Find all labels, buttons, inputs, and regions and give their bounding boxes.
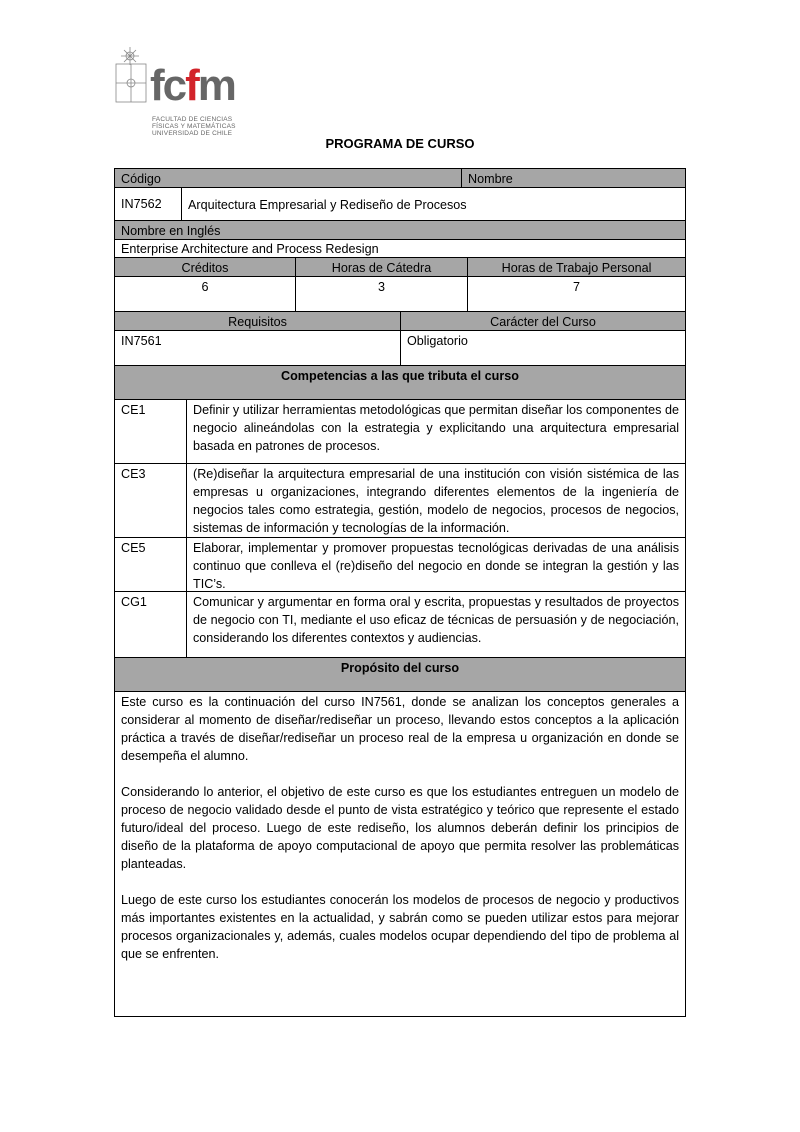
competencia-code: CE5 — [114, 537, 187, 592]
logo-line: FACULTAD DE CIENCIAS — [152, 116, 233, 123]
requisitos-label: Requisitos — [114, 311, 401, 331]
competencia-text: Comunicar y argumentar en forma oral y escrita, propuestas y resultados de proyectos de negocio con TI, mediante el uso eficaz de técnicas de persuasión y de negociación, considerando los diferentes contextos y audiencias. — [186, 591, 686, 658]
university-seal-icon — [112, 46, 152, 106]
proposito-paragraph: Este curso es la continuación del curso IN7561, donde se analizan los conceptos generales a considerar al momento de diseñar/rediseñar un proceso, llevando estos conceptos a la aplicación práctica a través de diseñar/rediseñar un proceso real de la empresa u organización en donde se desempeña el alumno. — [121, 695, 679, 763]
proposito-header: Propósito del curso — [114, 657, 686, 692]
creditos-value: 6 — [114, 276, 296, 312]
nombre-ingles-value: Enterprise Architecture and Process Redesign — [114, 239, 686, 258]
competencia-code: CG1 — [114, 591, 187, 658]
nombre-label: Nombre — [461, 168, 686, 188]
codigo-label: Código — [114, 168, 462, 188]
logo-line: FÍSICAS Y MATEMÁTICAS — [152, 123, 236, 130]
requisitos-value: IN7561 — [114, 330, 401, 366]
creditos-label: Créditos — [114, 257, 296, 277]
horas-catedra-label: Horas de Cátedra — [295, 257, 468, 277]
competencias-header: Competencias a las que tributa el curso — [114, 365, 686, 400]
competencia-code: CE3 — [114, 463, 187, 538]
horas-personal-label: Horas de Trabajo Personal — [467, 257, 686, 277]
proposito-paragraph: Luego de este curso los estudiantes conocerán los modelos de procesos de negocio y productivos más importantes existentes en la actualidad, y sabrán como se pueden utilizar estos para mejorar procesos organizacionales y, además, cuales modelos ocupar dependiendo del tipo de problema al que se enfrenten. — [121, 893, 679, 961]
caracter-value: Obligatorio — [400, 330, 686, 366]
nombre-ingles-label: Nombre en Inglés — [114, 220, 686, 240]
fcfm-wordmark: fcfm — [150, 61, 235, 110]
horas-personal-value: 7 — [467, 276, 686, 312]
competencia-text: (Re)diseñar la arquitectura empresarial de una institución con visión sistémica de las empresas u organizaciones, integrando diferentes elementos de la ingeniería de negocios tales como estrategia, gestión, modelo de negocios, procesos de negocios, sistemas de información y tecnologías de la información. — [186, 463, 686, 538]
codigo-value: IN7562 — [114, 187, 182, 221]
proposito-paragraph: Considerando lo anterior, el objetivo de este curso es que los estudiantes entreguen un modelo de proceso de negocio validado desde el punto de vista estratégico y teórico que represente el estado futuro/ideal del proceso. Luego de este rediseño, los alumnos deberán definir los principios de diseño de la plataforma de apoyo computacional de apoyo que permita resolver las problemáticas planteadas. — [121, 785, 679, 871]
page-title: PROGRAMA DE CURSO — [325, 136, 475, 151]
competencia-text: Definir y utilizar herramientas metodológicas que permitan diseñar los componentes de negocio alineándolas con la estrategia y explicitando una arquitectura empresarial basada en patrones de procesos. — [186, 399, 686, 464]
proposito-body — [114, 691, 686, 1017]
nombre-value: Arquitectura Empresarial y Rediseño de Procesos — [181, 187, 686, 221]
competencia-code: CE1 — [114, 399, 187, 464]
logo-line: UNIVERSIDAD DE CHILE — [152, 130, 233, 137]
horas-catedra-value: 3 — [295, 276, 468, 312]
fcfm-logo — [112, 46, 252, 138]
competencia-text: Elaborar, implementar y promover propuestas tecnológicas derivadas de una análisis continuo que conlleva el (re)diseño del negocio en donde se integran la gestión y las TIC’s. — [186, 537, 686, 592]
caracter-label: Carácter del Curso — [400, 311, 686, 331]
